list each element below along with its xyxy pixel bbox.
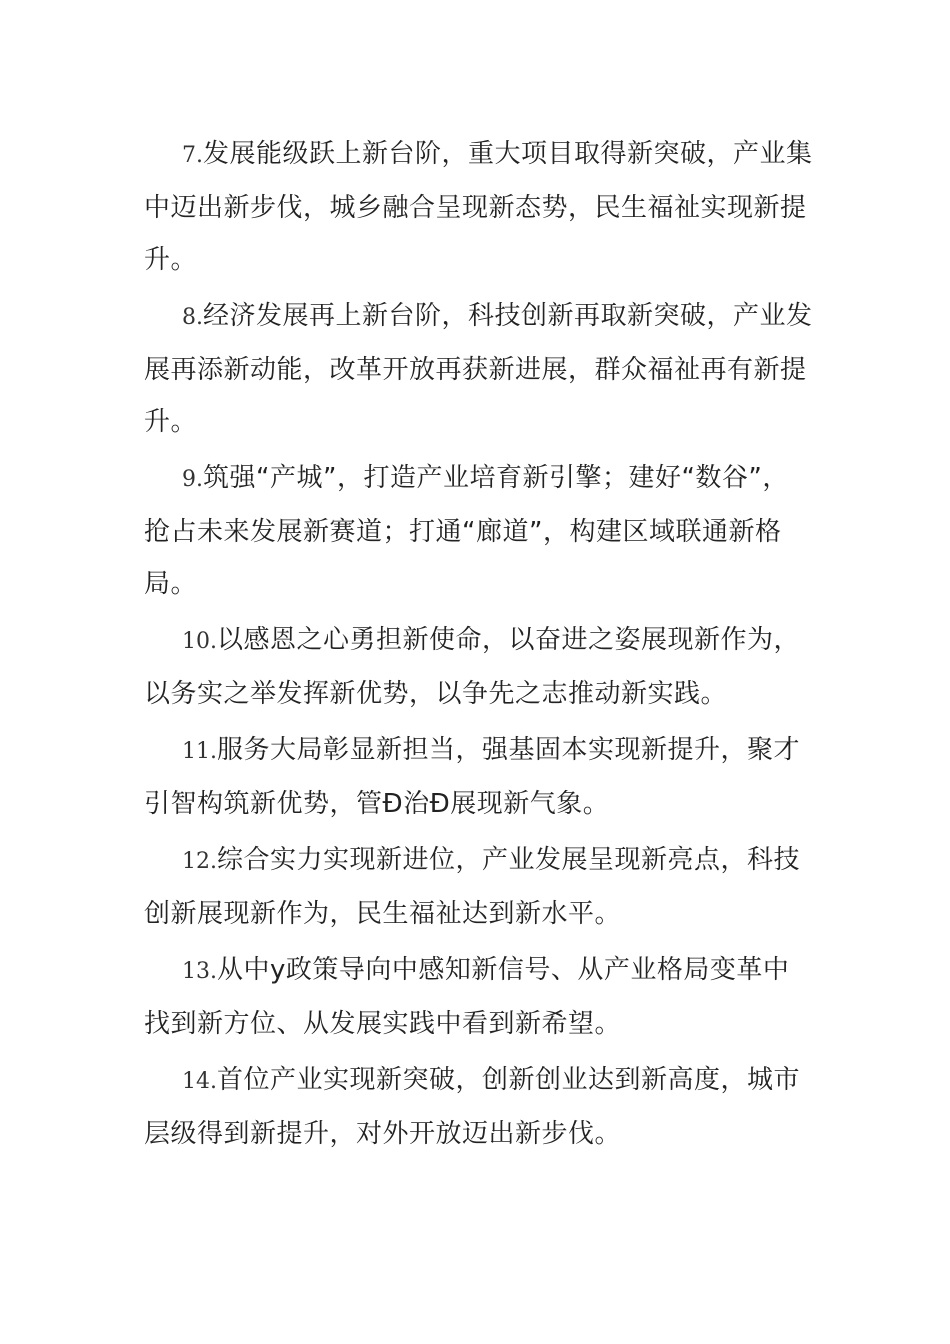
paragraph-11 <box>144 724 814 830</box>
paragraph-number: 12. <box>182 849 217 874</box>
document-body <box>144 128 814 1164</box>
paragraph-number: 9. <box>182 467 203 492</box>
paragraph-text: 首位产业实现新突破，创新创业达到新高度，城市层级得到新提升，对外开放迈出新步伐。 <box>144 1065 801 1149</box>
paragraph-number: 7. <box>182 143 203 168</box>
paragraph-12 <box>144 834 814 940</box>
paragraph-text: 筑强“产城”，打造产业培育新引擎；建好“数谷”，抢占未来发展新赛道；打通“廊道”，构建区域联通新格局。 <box>144 463 789 599</box>
paragraph-number: 8. <box>182 305 203 330</box>
paragraph-text: 经济发展再上新台阶，科技创新再取新突破，产业发展再添新动能，改革开放再获新进展，群众福祉再有新提升。 <box>144 301 813 437</box>
paragraph-10 <box>144 614 814 720</box>
paragraph-number: 11. <box>182 739 217 764</box>
paragraph-text: 服务大局彰显新担当，强基固本实现新提升，聚才引智构筑新优势，管Đ治Đ展现新气象。 <box>144 735 801 819</box>
paragraph-text: 发展能级跃上新台阶，重大项目取得新突破，产业集中迈出新步伐，城乡融合呈现新态势，民生福祉实现新提升。 <box>144 139 813 275</box>
paragraph-number: 13. <box>182 959 217 984</box>
paragraph-9 <box>144 452 814 610</box>
paragraph-number: 10. <box>182 629 217 654</box>
paragraph-8 <box>144 290 814 448</box>
paragraph-14 <box>144 1054 814 1160</box>
paragraph-13 <box>144 944 814 1050</box>
paragraph-7 <box>144 128 814 286</box>
paragraph-text: 综合实力实现新进位，产业发展呈现新亮点，科技创新展现新作为，民生福祉达到新水平。 <box>144 845 801 929</box>
paragraph-text: 从中у政策导向中感知新信号、从产业格局变革中找到新方位、从发展实践中看到新希望。 <box>144 955 790 1039</box>
paragraph-number: 14. <box>182 1069 217 1094</box>
paragraph-text: 以感恩之心勇担新使命，以奋进之姿展现新作为，以务实之举发挥新优势，以争先之志推动新实践。 <box>144 625 801 709</box>
